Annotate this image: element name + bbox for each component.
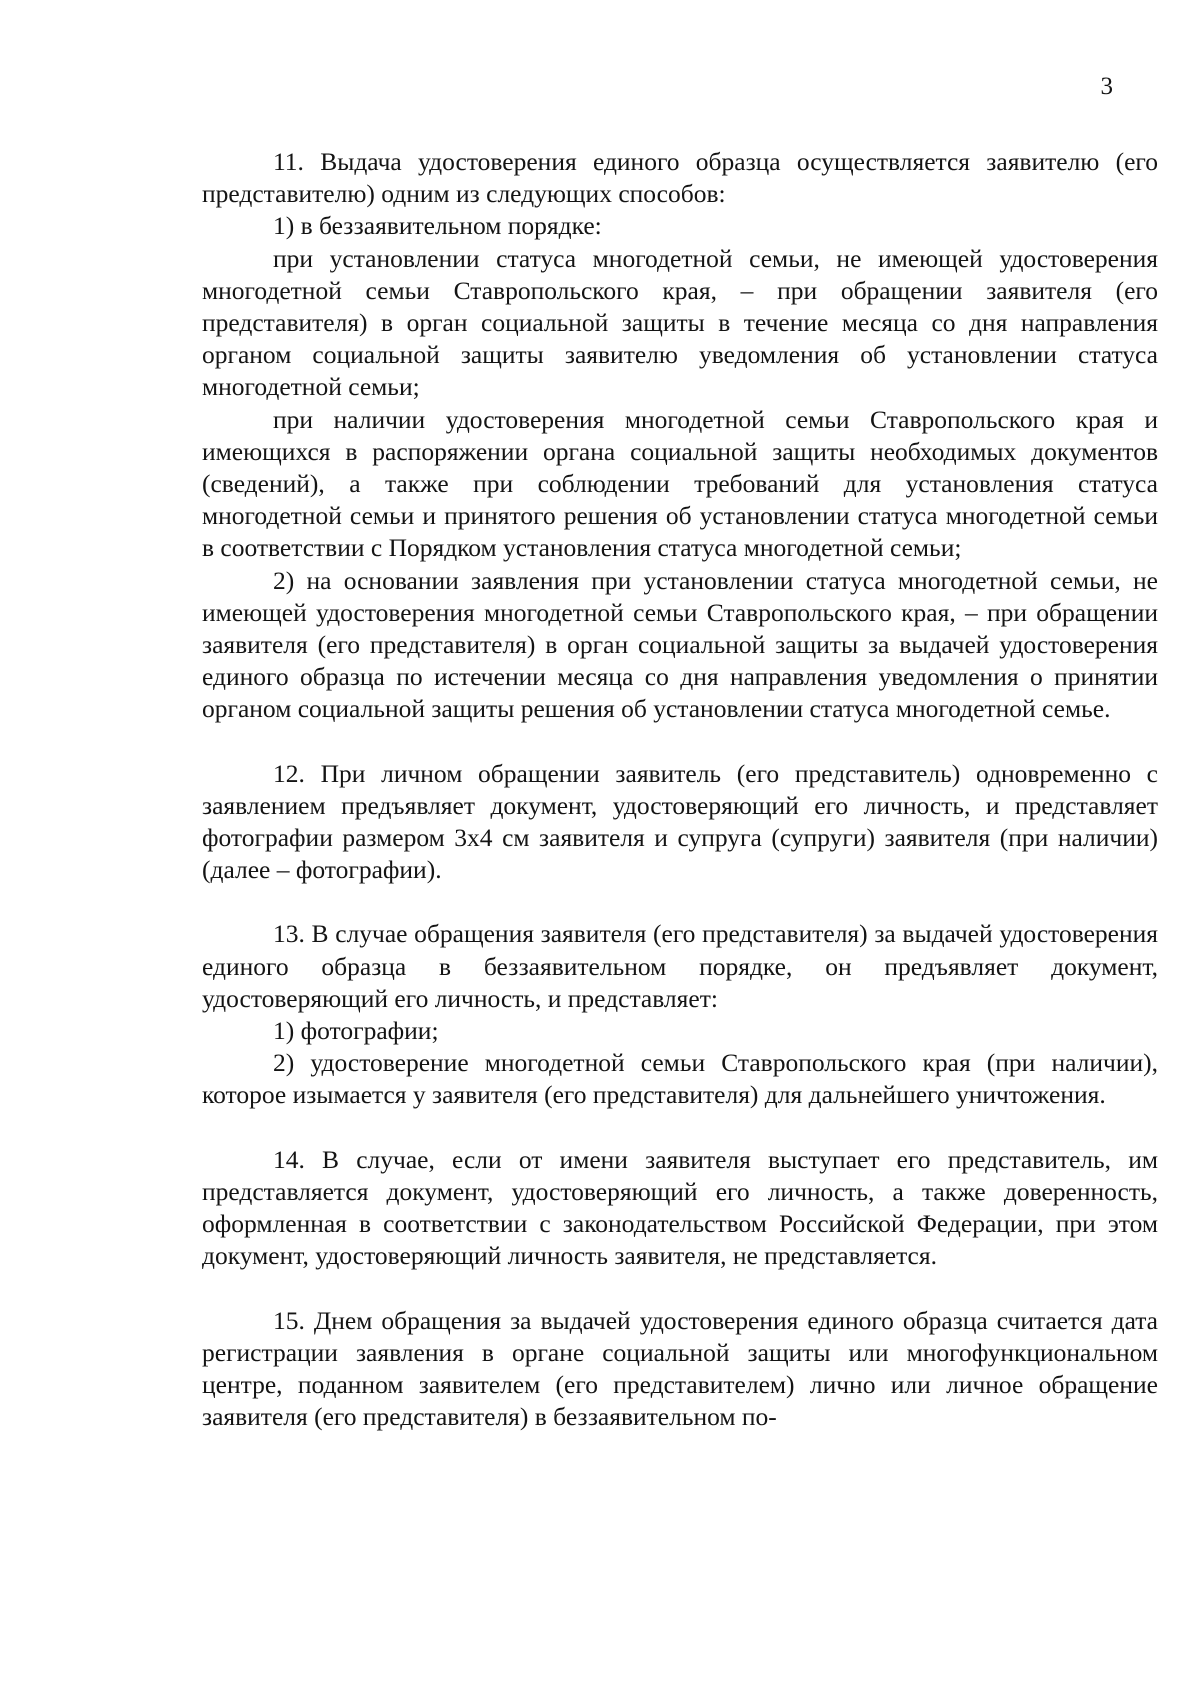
paragraph-13: 13. В случае обращения заявителя (его представителя) за выдачей удостоверения единого образца в беззаявительном порядке, он предъявляет документ, удостоверяющий его личность, и представляет: xyxy=(202,919,1158,1013)
paragraph-11-item-2: 2) на основании заявления при установлении статуса многодетной семьи, не имеющей удостоверения многодетной семьи Ставропольского края, – при обращении заявителя (его представителя) в орган социальной защиты за выдачей удостоверения единого образца по истечении месяца со дня направления уведомления о принятии органом социальной защиты решения об установлении статуса многодетной семье. xyxy=(202,565,1158,724)
paragraph-12: 12. При личном обращении заявитель (его представитель) одновременно с заявлением предъявляет документ, удостоверяющий его личность, и представляет фотографии размером 3х4 см заявителя и супруга (супруги) заявителя (при наличии) (далее – фотографии). xyxy=(202,758,1158,885)
paragraph-13-item-2: 2) удостоверение многодетной семьи Ставропольского края (при наличии), которое изымается у заявителя (его представителя) для дальнейшего уничтожения. xyxy=(202,1048,1158,1110)
paragraph-11-item-1: 1) в беззаявительном порядке: xyxy=(273,211,602,241)
document-body xyxy=(202,146,1158,1433)
paragraph-13-item-1: 1) фотографии; xyxy=(273,1016,439,1046)
paragraph-11-item-1-case-b: при наличии удостоверения многодетной семьи Ставропольского края и имеющихся в распоряжении органа социальной защиты необходимых документов (сведений), а также при соблюдении требований для установления статуса многодетной семьи и принятого решения об установлении статуса многодетной семьи в соответствии с Порядком установления статуса многодетной семьи; xyxy=(202,404,1158,563)
paragraph-11: 11. Выдача удостоверения единого образца осуществляется заявителю (его представителю) одним из следующих способов: xyxy=(202,147,1158,209)
paragraph-11-item-1-case-a: при установлении статуса многодетной семьи, не имеющей удостоверения многодетной семьи Ставропольского края, – при обращении заявителя (его представителя) в орган социальной защиты в течение месяца со дня направления органом социальной защиты заявителю уведомления об установлении статуса многодетной семьи; xyxy=(202,243,1158,402)
page-number: 3 xyxy=(1100,73,1113,100)
paragraph-15: 15. Днем обращения за выдачей удостоверения единого образца считается дата регистрации заявления в органе социальной защиты или многофункциональном центре, поданном заявителем (его представителем) лично или личное обращение заявителя (его представителя) в беззаявительном по- xyxy=(202,1305,1158,1432)
paragraph-14: 14. В случае, если от имени заявителя выступает его представитель, им представляется документ, удостоверяющий его личность, а также доверенность, оформленная в соответствии с законодательством Российской Федерации, при этом документ, удостоверяющий личность заявителя, не представляется. xyxy=(202,1144,1158,1271)
